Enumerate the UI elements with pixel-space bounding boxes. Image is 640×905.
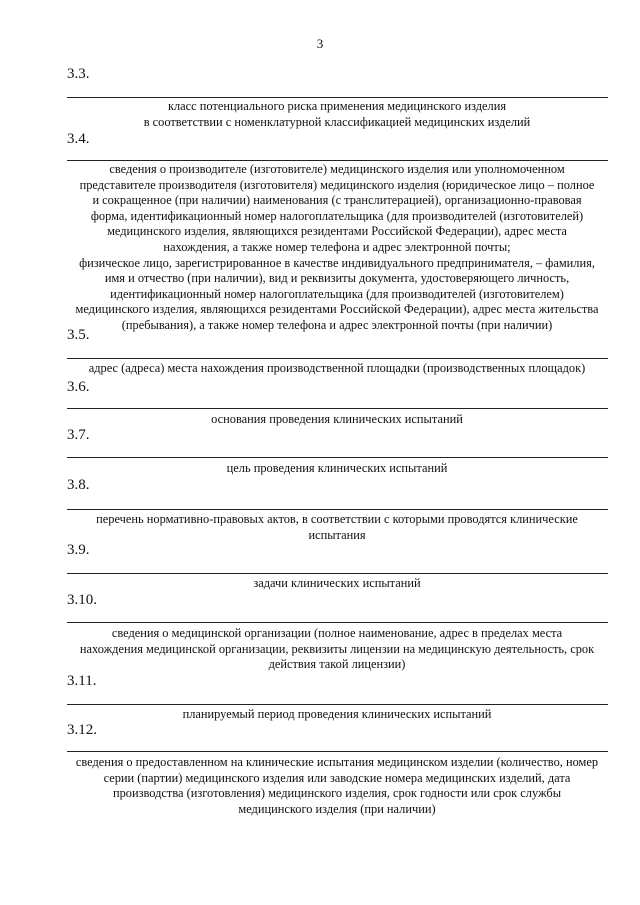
blank-line bbox=[67, 751, 608, 752]
section-number: 3.8. bbox=[67, 477, 90, 493]
blank-line bbox=[67, 97, 608, 98]
section-number: 3.6. bbox=[67, 379, 90, 395]
section-number: 3.9. bbox=[67, 542, 90, 558]
blank-line bbox=[67, 704, 608, 705]
section-number: 3.12. bbox=[67, 722, 97, 738]
section-number: 3.4. bbox=[67, 131, 90, 147]
section-number: 3.10. bbox=[67, 592, 97, 608]
blank-line bbox=[67, 408, 608, 409]
section-number: 3.11. bbox=[67, 673, 97, 689]
blank-line bbox=[67, 573, 608, 574]
section-number: 3.3. bbox=[67, 66, 90, 82]
blank-line bbox=[67, 358, 608, 359]
blank-line bbox=[67, 622, 608, 623]
blank-line bbox=[67, 457, 608, 458]
blank-line bbox=[67, 509, 608, 510]
section-number: 3.5. bbox=[67, 327, 90, 343]
field-caption: адрес (адреса) места нахождения производственной площадки (производственных площадок) bbox=[88, 361, 586, 375]
field-caption: цель проведения клинических испытаний bbox=[226, 461, 448, 475]
field-caption: задачи клинических испытаний bbox=[253, 576, 421, 590]
blank-line bbox=[67, 160, 608, 161]
field-caption: основания проведения клинических испытаний bbox=[211, 412, 463, 426]
field-caption: класс потенциального риска применения медицинского изделия в соответствии с номенклатурной классификацией медицинских изделий bbox=[143, 99, 531, 129]
field-caption: планируемый период проведения клинических испытаний bbox=[182, 707, 492, 721]
field-caption: перечень нормативно-правовых актов, в соответствии с которыми проводятся клинические испытания bbox=[96, 512, 578, 542]
field-caption: сведения о производителе (изготовителе) медицинского изделия или уполномоченном представителе производителя (изготовителя) медицинского изделия (юридическое лицо – полное и сокращенное (при наличии) наименования (с транслитерацией), организационно-правовая форма, идентификационный номер налогоплательщика (для производителей (изготовителей) медицинского изделия, являющихся резидентами Российской Федерации), адрес места нахождения, а также номер телефона и адрес электронной почты; физическое лицо, зарегистрированное в качестве индивидуального предпринимателя, – фамилия, имя и отчество (при наличии), вид и реквизиты документа, удостоверяющего личность, идентификационный номер налогоплательщика (для производителей (изготовителем) медицинского изделия, являющихся резидентами Российской Федерации), адрес места жительства (пребывания), а также номер телефона и адрес электронной почты (при наличии) bbox=[75, 162, 599, 332]
section-number: 3.7. bbox=[67, 427, 90, 443]
page-number: 3 bbox=[316, 36, 324, 51]
field-caption: сведения о предоставленном на клинические испытания медицинском изделии (количество, номер серии (партии) медицинского изделия или заводские номера медицинских изделий, дата производства (изготовления) медицинского изделия, срок годности или срок службы медицинского изделия (при наличии) bbox=[75, 755, 599, 816]
field-caption: сведения о медицинской организации (полное наименование, адрес в пределах места нахождения медицинской организации, реквизиты лицензии на медицинскую деятельность, срок действия такой лицензии) bbox=[79, 626, 595, 672]
